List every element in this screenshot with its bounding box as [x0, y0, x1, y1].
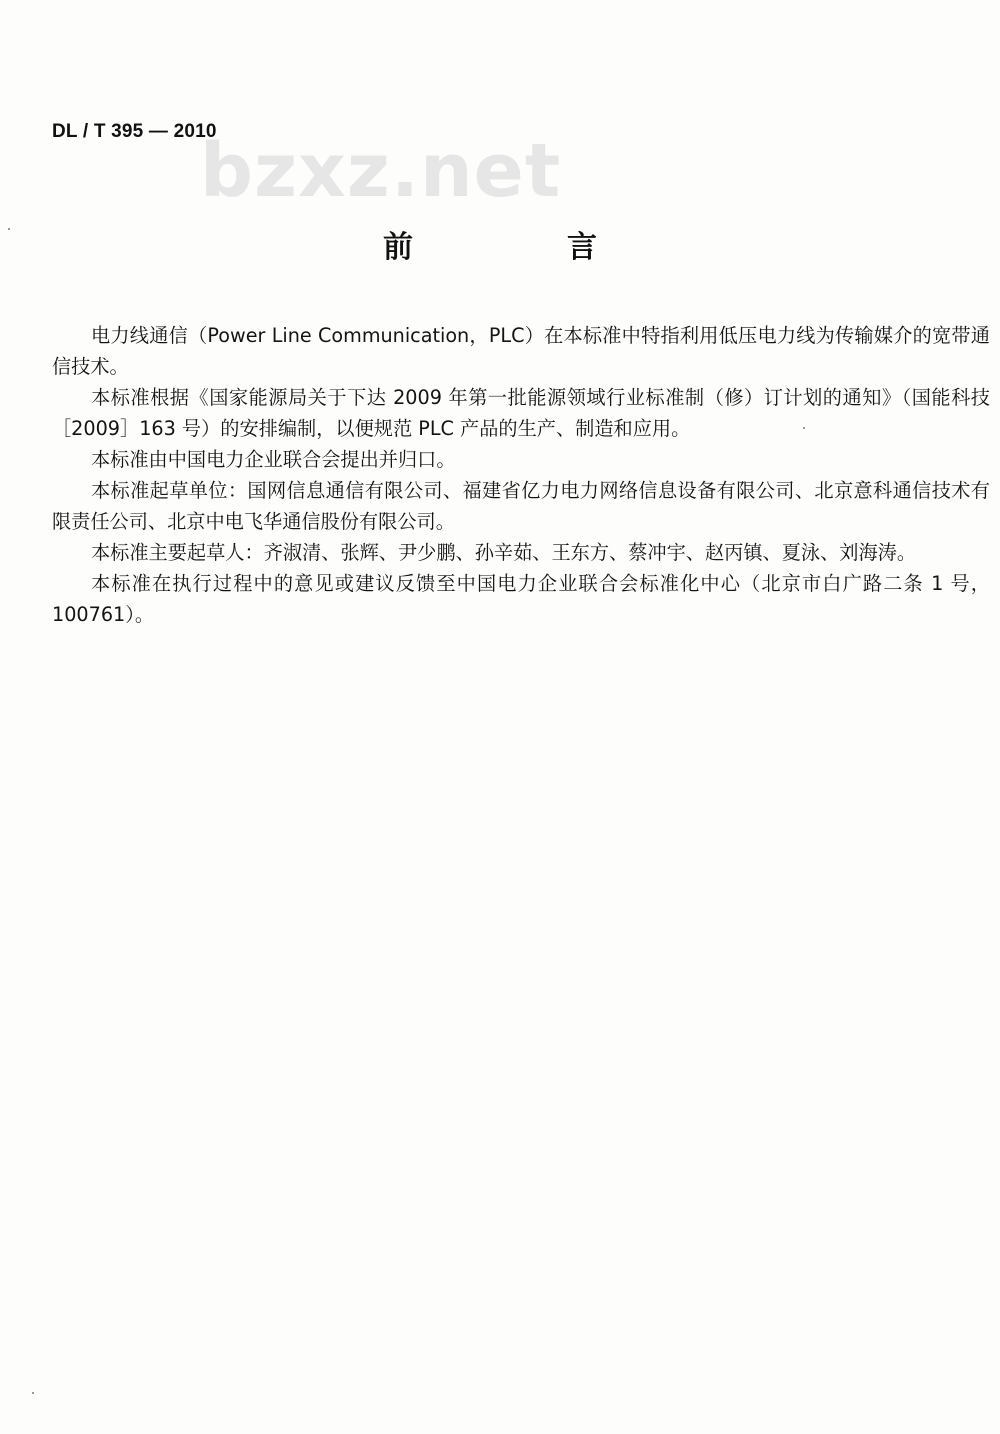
scan-speck [8, 228, 10, 230]
paragraph-drafting-units: 本标准起草单位：国网信息通信有限公司、福建省亿力电力网络信息设备有限公司、北京意科通信技术有限责任公司、北京中电飞华通信股份有限公司。 [52, 479, 990, 533]
scan-speck [32, 1392, 34, 1394]
standard-code: DL / T 395 — 2010 [52, 121, 217, 142]
paragraph-feedback: 本标准在执行过程中的意见或建议反馈至中国电力企业联合会标准化中心（北京市白广路二条 1 号，100761）。 [52, 572, 990, 626]
paragraph-drafters: 本标准主要起草人：齐淑清、张辉、尹少鹏、孙辛茹、王东方、蔡冲宇、赵丙镇、夏泳、刘海涛。 [91, 541, 917, 564]
paragraph-basis: 本标准根据《国家能源局关于下达 2009 年第一批能源领域行业标准制（修）订计划的通知》（国能科技［2009］163 号）的安排编制，以便规范 PLC 产品的生产、制造和应用。 [52, 386, 990, 440]
scan-speck [803, 427, 805, 429]
foreword-body [52, 320, 990, 630]
paragraph-proposer: 本标准由中国电力企业联合会提出并归口。 [91, 448, 456, 471]
paragraph-plc-definition: 电力线通信（Power Line Communication，PLC）在本标准中特指利用低压电力线为传输媒介的宽带通信技术。 [52, 324, 990, 378]
section-title: 前 言 [383, 230, 659, 265]
watermark: bzxz.net [200, 128, 562, 214]
